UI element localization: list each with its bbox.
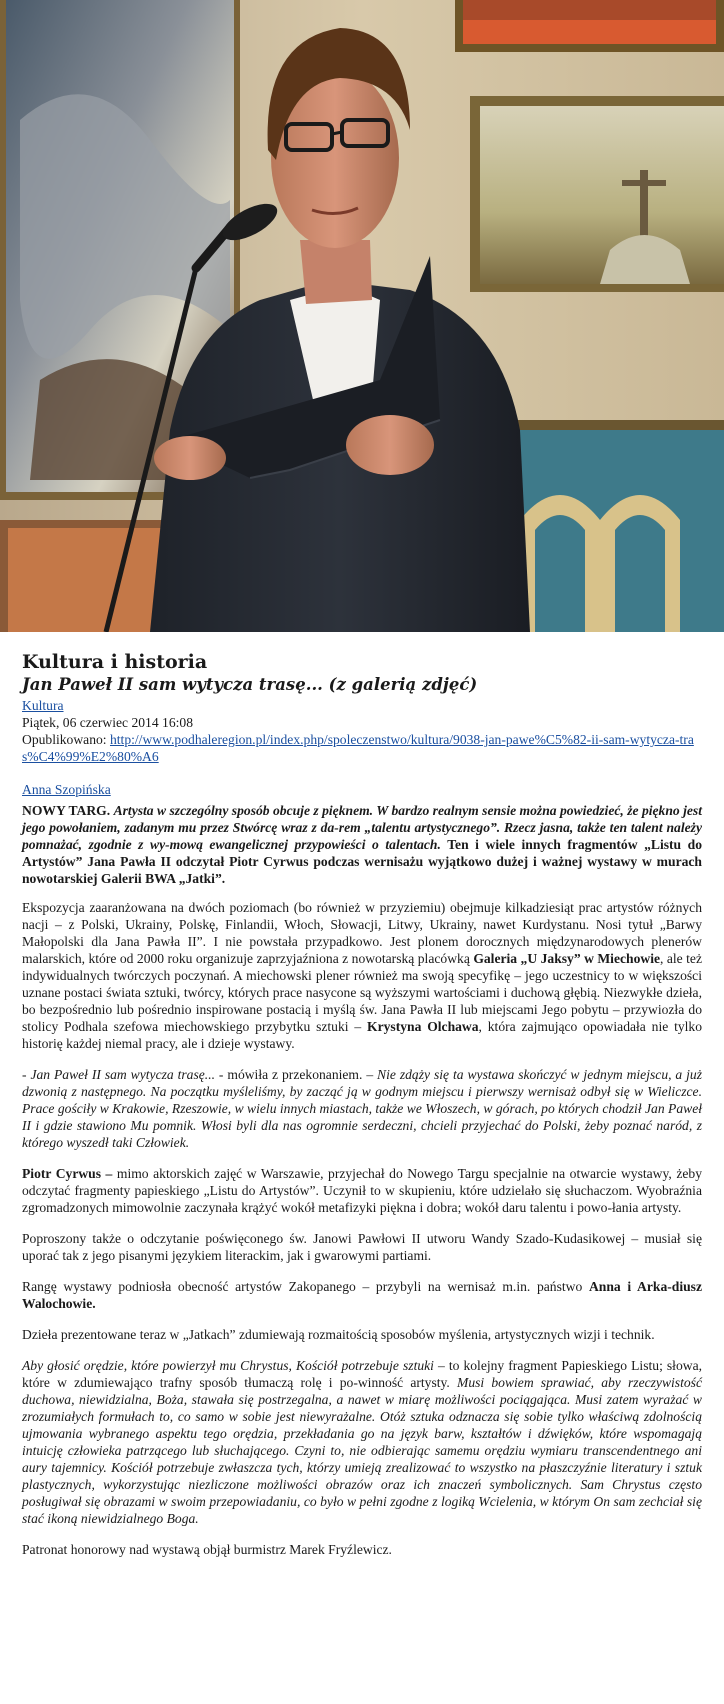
p3-bold-name: Piotr Cyrwus –	[22, 1166, 113, 1181]
paragraph-5	[22, 1278, 702, 1312]
article	[22, 650, 702, 1572]
paragraph-8: Patronat honorowy nad wystawą objął burmistrz Marek Fryźlewicz.	[22, 1542, 392, 1557]
p7-quote-b: Musi bowiem sprawiać, aby rzeczywistość duchowa, niewidzialna, Boża, stawała się postrzegalna, a nawet w miarę możliwości pociągająca. Musi zatem wyrażać w zrozumiałych formułach to, co samo w sobie jest niewyrażalne. Otóż sztuka odznacza się sobie tylko właściwą zdolnością ujmowania wybranego aspektu tego orędzia, przekładania go na język barw, kształtów i dźwięków, które wspomagają intuicję człowieka patrzącego lub słuchającego. Czyni to, nie odbierając samemu orędziu wymiaru transcendentnego ani aury tajemnicy. Kościół potrzebuje zwłaszcza tych, którzy umieją zrealizować to wszystko na płaszczyźnie literatury i sztuk plastycznych, wykorzystując niezliczone możliwości obrazów oraz ich znaczeń symbolicznych. Sam Chrystus często posługiwał się obrazami w swoim przepowiadaniu, co było w pełni zgodne z logiką Wcielenia, w którym On sam zechciał się stać ikoną niewidzialnego Boga.	[22, 1375, 702, 1526]
p2-text: mówiła z przekonaniem. –	[223, 1067, 374, 1082]
paragraph-4: Poproszony także o odczytanie poświęconego św. Janowi Pawłowi II utworu Wandy Szado-Kudasikowej – musiał się uporać tak z jego pisanymi językiem literackim, jak i gwarowymi partiami.	[22, 1231, 702, 1263]
lead-place: NOWY TARG.	[22, 803, 111, 818]
published-label: Opublikowano:	[22, 732, 107, 747]
section-title: Kultura i historia	[22, 651, 208, 673]
p5-bold-names: Anna i Arka-diusz Walochowie.	[22, 1279, 702, 1311]
p1-text-a: Ekspozycja zaaranżowana na dwóch poziomach (bo również w przyziemiu) obejmuje kilkadziesiąt prac artystów różnych nacji – z Polski, Ukrainy, Polskę, Finlandii, Włoch, Słowacji, Litwy, Ukrainy, nawet Kurdystanu. Nosi tytuł „Barwy Małopolski dla Jana Pawła II”. I nie powstała przypadkowo. Jest plonem dorocznych międzynarodowych plenerów malarskich, które od 2000 roku organizuje zaprzyjaźniona z nowotarską placówką	[22, 900, 702, 966]
article-date: Piątek, 06 czerwiec 2014 16:08	[22, 715, 194, 730]
speaker-photo-icon	[0, 0, 724, 632]
p1-bold-gallery: Galeria „U Jaksy” w Miechowie	[473, 951, 661, 966]
category-link[interactable]: Kultura	[22, 698, 64, 713]
paragraph-1	[22, 899, 702, 1052]
p1-text-c: , ale też indywidualnych twórczych poczynań. A miechowski plener również ma swoją specyfikę – jego uczestnicy to w większości uznane postaci świata sztuki, twórcy, których prace nasycone są wyższymi wartościami i duchową głębią. Niezwykłe dzieła, bo bezpośrednio lub pośrednio inspirowane postacią i myślą św. Jana Pawła II lub miejscami Jego pobytu – przywiozła do stolicy Podhala szefowa miechowskiego przybytku sztuki –	[22, 951, 702, 1034]
paragraph-6: Dzieła prezentowane teraz w „Jatkach” zdumiewają rozmaitością sposobów myślenia, artystycznych wizji i technik.	[22, 1327, 655, 1342]
p1-text-d: , która zajmująco opowiadała nie tylko historię każdej niemal pracy, ale i dzieje wystawy.	[22, 1019, 703, 1051]
p1-bold-name: Krystyna Olchawa	[367, 1019, 479, 1034]
published-url-link[interactable]: http://www.podhaleregion.pl/index.php/spoleczenstwo/kultura/9038-jan-pawe%C5%82-ii-sam-wytycza-tras%C4%99%E2%80%A6	[22, 732, 694, 764]
lead-paragraph	[22, 802, 702, 887]
p2-quote-b: Nie zdąży się ta wystawa skończyć w jednym miejscu, a już dzwonią z następnego. Na początku myśleliśmy, by zacząć ją w godnym miejscu i pierwszy wernisaż odbył się w Wieliczce. Prace gościły w Krakowie, Rzeszowie, w wielu innych miastach, także we Włoszech, w górach, po których chodził Jan Paweł II i gdzie stawiono Mu pomnik. Włosi byli dla nas ogromnie serdeczni, chcieli przyjechać do Polski, żeby poznać naród, z którego wyszedł taki Człowiek.	[22, 1067, 703, 1150]
paragraph-7	[22, 1357, 702, 1527]
published-line	[22, 731, 702, 765]
p5-text: Rangę wystawy podniosła obecność artystów Zakopanego – przybyli na wernisaż m.in. państwo	[22, 1279, 589, 1294]
article-photo	[0, 0, 724, 632]
paragraph-3	[22, 1165, 702, 1216]
lead-rest: Ten i wiele innych fragmentów „Listu do Artystów” Jana Pawła II odczytał Piotr Cyrwus podczas wernisażu wyjątkowo dużej i ważnej wystawy w murach nowotarskiej Galerii BWA „Jatki”.	[22, 837, 702, 886]
paragraph-2	[22, 1066, 702, 1151]
p7-quote-a: Aby głosić orędzie, które powierzył mu Chrystus, Kościół potrzebuje sztuki	[22, 1358, 434, 1373]
author-link[interactable]: Anna Szopińska	[22, 782, 111, 797]
p3-text: mimo aktorskich zajęć w Warszawie, przyjechał do Nowego Targu specjalnie na otwarcie wystawy, żeby odczytać fragmenty papieskiego „Listu do Artystów”. Uczynił to w skupieniu, które udzielało się słuchaczom. Wyobraźnia zgromadzonych mimowolnie zaczynała krążyć wokół metafizyki piękna i dobra; wokół daru talentu i powo-łania artysty.	[22, 1166, 702, 1215]
article-title: Jan Paweł II sam wytycza trasę... (z galerią zdjęć)	[22, 675, 478, 694]
p7-text: – to kolejny fragment Papieskiego Listu; słowa, które w zdumiewająco trafny sposób tłumaczą rolę i po-winność artysty.	[22, 1358, 702, 1390]
p2-quote-a: - Jan Paweł II sam wytycza trasę... -	[22, 1067, 224, 1082]
lead-italic: Artysta w szczególny sposób obcuje z pięknem. W bardzo realnym sensie można powiedzieć, że piękno jest jego powołaniem, zadanym mu przez Stwórcę wraz z da-rem „talentu artystycznego”. Rzecz jasna, także ten talent należy pomnażać, zgodnie z wy-mową ewangelicznej przypowieści o talentach.	[22, 803, 702, 852]
